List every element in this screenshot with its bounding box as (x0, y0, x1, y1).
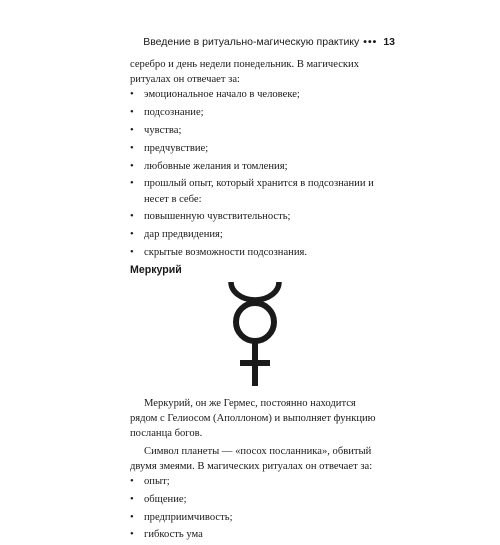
header-bullets: ••• (363, 36, 378, 48)
list-item: • предприимчивость; (130, 510, 380, 525)
mercury-paragraph-2: Символ планеты — «посох посланника», обвитый двумя змеями. В магических ритуалах он отвечает за: (130, 445, 373, 472)
mercury-list (130, 474, 380, 543)
list-item: • опыт; (130, 474, 380, 489)
list-item: • гибкость ума (130, 527, 380, 542)
list-item: • дар предвидения; (130, 227, 380, 242)
mercury-paragraph-1: Меркурий, он же Гермес, постоянно находится рядом с Гелиосом (Аполлоном) и выполняет функцию посланца богов. (130, 397, 376, 440)
list-item: • любовные желания и томления; (130, 159, 380, 174)
mercury-symbol-figure (130, 278, 380, 396)
list-item: • подсознание; (130, 105, 380, 120)
list-item: • предчувствие; (130, 141, 380, 156)
list-item: • повышенную чувствительность; (130, 209, 380, 224)
intro-paragraph: серебро и день недели понедельник. В магических ритуалах он отвечает за: (130, 59, 360, 86)
list-item: • общение; (130, 492, 380, 507)
list-item: • эмоциональное начало в человеке; (130, 87, 380, 102)
list-item: • чувства; (130, 123, 380, 138)
running-header (0, 36, 395, 48)
running-title: Введение в ритуально-магическую практику (143, 36, 360, 48)
list-item: • скрытые возможности подсознания. (130, 245, 380, 260)
page-content (130, 57, 380, 545)
section-title: Меркурий (130, 263, 182, 276)
moon-list (130, 87, 380, 260)
page-number: 13 (383, 36, 395, 48)
mercury-symbol-icon (215, 278, 295, 390)
list-item: • прошлый опыт, который хранится в подсознании и несет в себе: (130, 176, 380, 206)
